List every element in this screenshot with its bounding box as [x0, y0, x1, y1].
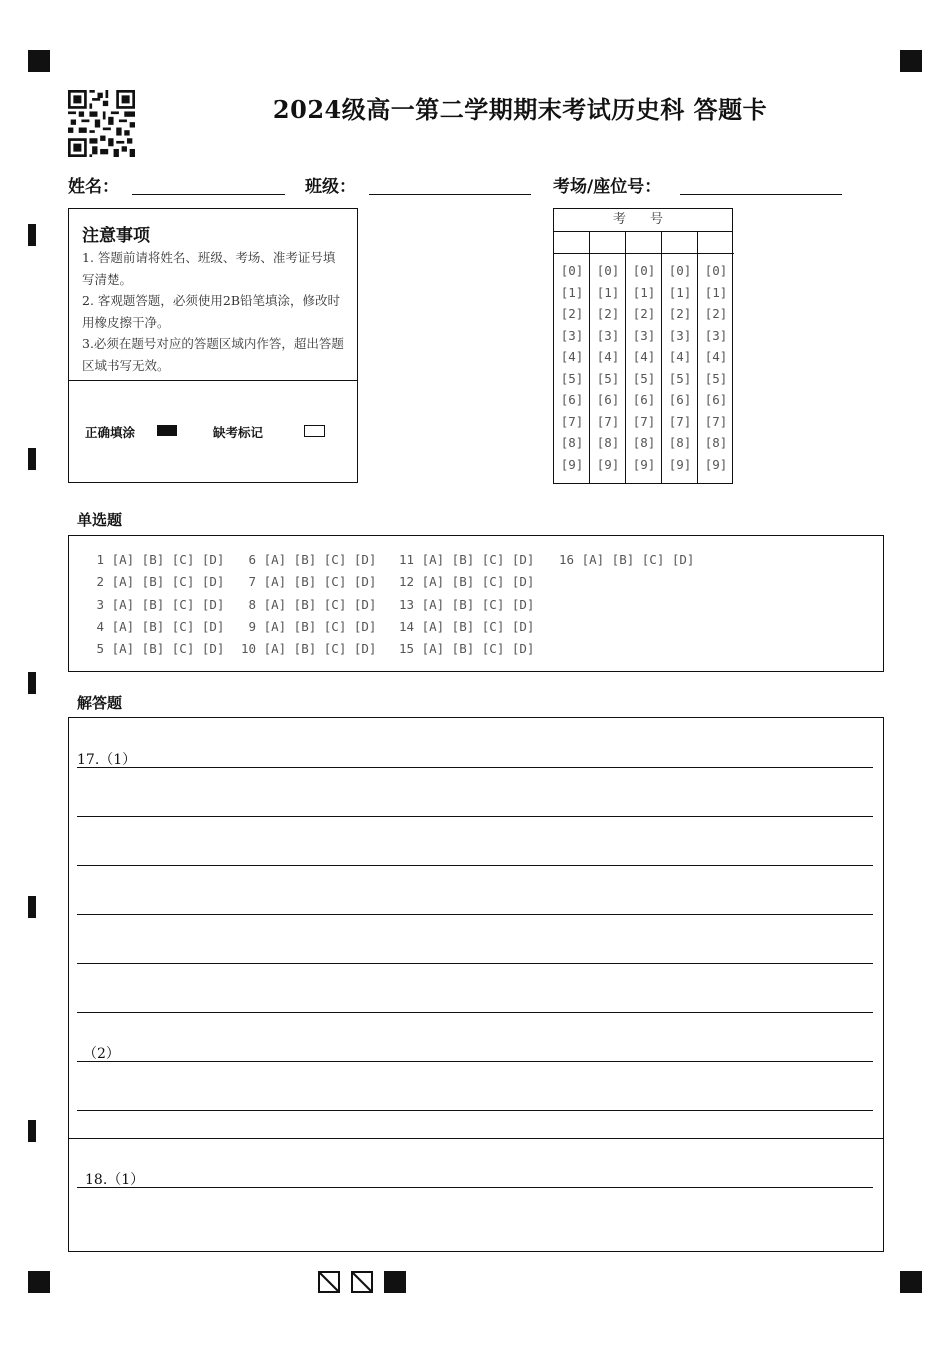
choice-question[interactable]: 14 [A] [B] [C] [D] — [399, 618, 535, 634]
choice-question[interactable]: 13 [A] [B] [C] [D] — [399, 596, 535, 612]
exam-id-bubble[interactable]: [7] — [596, 413, 620, 429]
exam-id-bubble[interactable]: [6] — [632, 392, 656, 407]
exam-id-write-cell[interactable] — [662, 231, 697, 254]
exam-id-bubble[interactable]: [9] — [632, 456, 656, 472]
exam-id-bubble[interactable]: [6] — [560, 392, 584, 407]
choice-question[interactable]: 8 [A] [B] [C] [D] — [241, 596, 377, 612]
notice-item: 1. 答题前请将姓名、班级、考场、准考证号填写清楚。 — [82, 250, 336, 287]
exam-id-bubble[interactable]: [9] — [704, 456, 728, 472]
exam-id-bubble[interactable]: [3] — [596, 327, 620, 343]
exam-id-bubble[interactable]: [0] — [668, 263, 692, 278]
choice-question[interactable]: 10 [A] [B] [C] [D] — [241, 641, 377, 657]
correct-fill-sample — [157, 425, 177, 436]
exam-id-bubble[interactable]: [7] — [704, 413, 728, 429]
exam-id-bubble[interactable]: [5] — [668, 370, 692, 386]
exam-id-bubble[interactable]: [6] — [704, 392, 728, 407]
exam-id-bubble[interactable]: [9] — [668, 456, 692, 472]
answer-section-label: 解答题 — [77, 694, 123, 712]
exam-id-bubble[interactable]: [5] — [704, 370, 728, 386]
exam-id-column — [662, 231, 698, 483]
side-mark — [28, 448, 36, 470]
side-mark — [28, 224, 36, 246]
corner-mark-top-left — [28, 50, 50, 72]
exam-id-bubble[interactable]: [3] — [560, 327, 584, 343]
exam-id-grid — [553, 208, 733, 484]
notice-item: 3.必须在题号对应的答题区域内作答，超出答题区域书写无效。 — [82, 336, 344, 373]
choice-question[interactable]: 11 [A] [B] [C] [D] — [399, 552, 535, 567]
exam-id-bubble[interactable]: [8] — [704, 435, 728, 450]
question-separator — [69, 1138, 883, 1139]
exam-id-column — [554, 231, 590, 483]
name-field[interactable] — [132, 194, 285, 195]
exam-id-bubble[interactable]: [6] — [668, 392, 692, 407]
answer-line[interactable] — [77, 767, 873, 768]
answer-line[interactable] — [77, 914, 873, 915]
exam-id-bubble[interactable]: [8] — [596, 435, 620, 450]
exam-id-write-cell[interactable] — [626, 231, 661, 254]
exam-id-bubble[interactable]: [4] — [596, 349, 620, 364]
notice-box — [68, 208, 358, 483]
exam-id-bubble[interactable]: [5] — [560, 370, 584, 386]
choice-question[interactable]: 3 [A] [B] [C] [D] — [89, 596, 225, 612]
q17-part2-label: （2） — [83, 1046, 120, 1062]
choice-question[interactable]: 15 [A] [B] [C] [D] — [399, 641, 535, 657]
exam-id-bubble[interactable]: [1] — [596, 284, 620, 300]
single-choice-label: 单选题 — [77, 511, 123, 529]
answer-line[interactable] — [77, 1012, 873, 1013]
exam-id-bubble[interactable]: [1] — [632, 284, 656, 300]
exam-id-bubble[interactable]: [4] — [560, 349, 584, 364]
answer-line[interactable] — [77, 1187, 873, 1188]
exam-id-bubble[interactable]: [2] — [704, 306, 728, 321]
exam-id-heading: 考 号 — [554, 209, 732, 232]
exam-id-column — [626, 231, 662, 483]
single-choice-box — [68, 535, 884, 672]
crossed-box-icon — [318, 1271, 340, 1293]
filled-box-mark — [384, 1271, 406, 1293]
exam-id-bubble[interactable]: [4] — [668, 349, 692, 364]
name-label: 姓名： — [68, 177, 119, 197]
exam-id-bubble[interactable]: [2] — [632, 306, 656, 321]
choice-question[interactable]: 2 [A] [B] [C] [D] — [89, 574, 225, 590]
choice-question[interactable]: 5 [A] [B] [C] [D] — [89, 641, 225, 657]
exam-id-bubble[interactable]: [4] — [704, 349, 728, 364]
exam-id-write-cell[interactable] — [554, 231, 589, 254]
choice-question[interactable]: 1 [A] [B] [C] [D] — [89, 552, 225, 567]
q17-part1-label: 17.（1） — [77, 752, 137, 768]
exam-id-bubble[interactable]: [3] — [704, 327, 728, 343]
qr-code-icon — [68, 90, 135, 157]
exam-id-bubble[interactable]: [9] — [560, 456, 584, 472]
absent-mark-label: 缺考标记 — [213, 425, 264, 440]
side-mark — [28, 1120, 36, 1142]
crossed-box-icon — [351, 1271, 373, 1293]
choice-question[interactable]: 6 [A] [B] [C] [D] — [241, 552, 377, 567]
exam-id-column — [698, 231, 734, 483]
class-field[interactable] — [369, 194, 531, 195]
side-mark — [28, 896, 36, 918]
exam-id-write-cell[interactable] — [590, 231, 625, 254]
exam-id-bubble[interactable]: [5] — [596, 370, 620, 386]
exam-id-bubble[interactable]: [2] — [668, 306, 692, 321]
exam-id-bubble[interactable]: [1] — [704, 284, 728, 300]
exam-id-bubble[interactable]: [0] — [560, 263, 584, 278]
exam-id-bubble[interactable]: [3] — [632, 327, 656, 343]
corner-mark-top-right — [900, 50, 922, 72]
choice-question[interactable]: 12 [A] [B] [C] [D] — [399, 574, 535, 590]
exam-id-bubble[interactable]: [0] — [632, 263, 656, 278]
notice-item: 2. 客观题答题，必须使用2B铅笔填涂，修改时用橡皮擦干净。 — [82, 293, 341, 330]
page-title: 2024级高一第二学期期末考试历史科 答题卡 — [272, 95, 768, 124]
exam-id-bubble[interactable]: [8] — [632, 435, 656, 450]
answer-box — [68, 717, 884, 1252]
exam-id-bubble[interactable]: [5] — [632, 370, 656, 386]
correct-fill-label: 正确填涂 — [85, 425, 136, 440]
exam-id-bubble[interactable]: [7] — [560, 413, 584, 429]
choice-question[interactable]: 7 [A] [B] [C] [D] — [241, 574, 377, 590]
exam-id-bubble[interactable]: [7] — [668, 413, 692, 429]
exam-id-bubble[interactable]: [1] — [560, 284, 584, 300]
absent-mark-box[interactable] — [304, 425, 325, 437]
seat-label: 考场/座位号： — [553, 177, 662, 197]
class-label: 班级： — [305, 177, 356, 197]
notice-text — [82, 247, 344, 376]
exam-id-bubble[interactable]: [2] — [560, 306, 584, 321]
answer-line[interactable] — [77, 865, 873, 866]
exam-id-bubble[interactable]: [3] — [668, 327, 692, 343]
corner-mark-bottom-right — [900, 1271, 922, 1293]
answer-line[interactable] — [77, 1110, 873, 1111]
seat-field[interactable] — [680, 194, 842, 195]
exam-id-write-cell[interactable] — [698, 231, 734, 254]
exam-id-bubble[interactable]: [9] — [596, 456, 620, 472]
exam-id-bubble[interactable]: [1] — [668, 284, 692, 300]
exam-id-bubble[interactable]: [0] — [596, 263, 620, 278]
choice-question[interactable]: 16 [A] [B] [C] [D] — [559, 552, 695, 567]
choice-question[interactable]: 9 [A] [B] [C] [D] — [241, 618, 377, 634]
exam-id-bubble[interactable]: [0] — [704, 263, 728, 278]
exam-id-bubble[interactable]: [7] — [632, 413, 656, 429]
exam-id-bubble[interactable]: [4] — [632, 349, 656, 364]
notice-heading: 注意事项 — [82, 226, 150, 246]
exam-id-column — [590, 231, 626, 483]
choice-question[interactable]: 4 [A] [B] [C] [D] — [89, 618, 225, 634]
q18-part1-label: 18.（1） — [85, 1172, 145, 1188]
answer-line[interactable] — [77, 1061, 873, 1062]
answer-line[interactable] — [77, 816, 873, 817]
exam-id-bubble[interactable]: [6] — [596, 392, 620, 407]
exam-id-bubble[interactable]: [2] — [596, 306, 620, 321]
corner-mark-bottom-left — [28, 1271, 50, 1293]
notice-divider — [69, 380, 357, 381]
side-mark — [28, 672, 36, 694]
exam-id-bubble[interactable]: [8] — [560, 435, 584, 450]
exam-id-bubble[interactable]: [8] — [668, 435, 692, 450]
answer-line[interactable] — [77, 963, 873, 964]
